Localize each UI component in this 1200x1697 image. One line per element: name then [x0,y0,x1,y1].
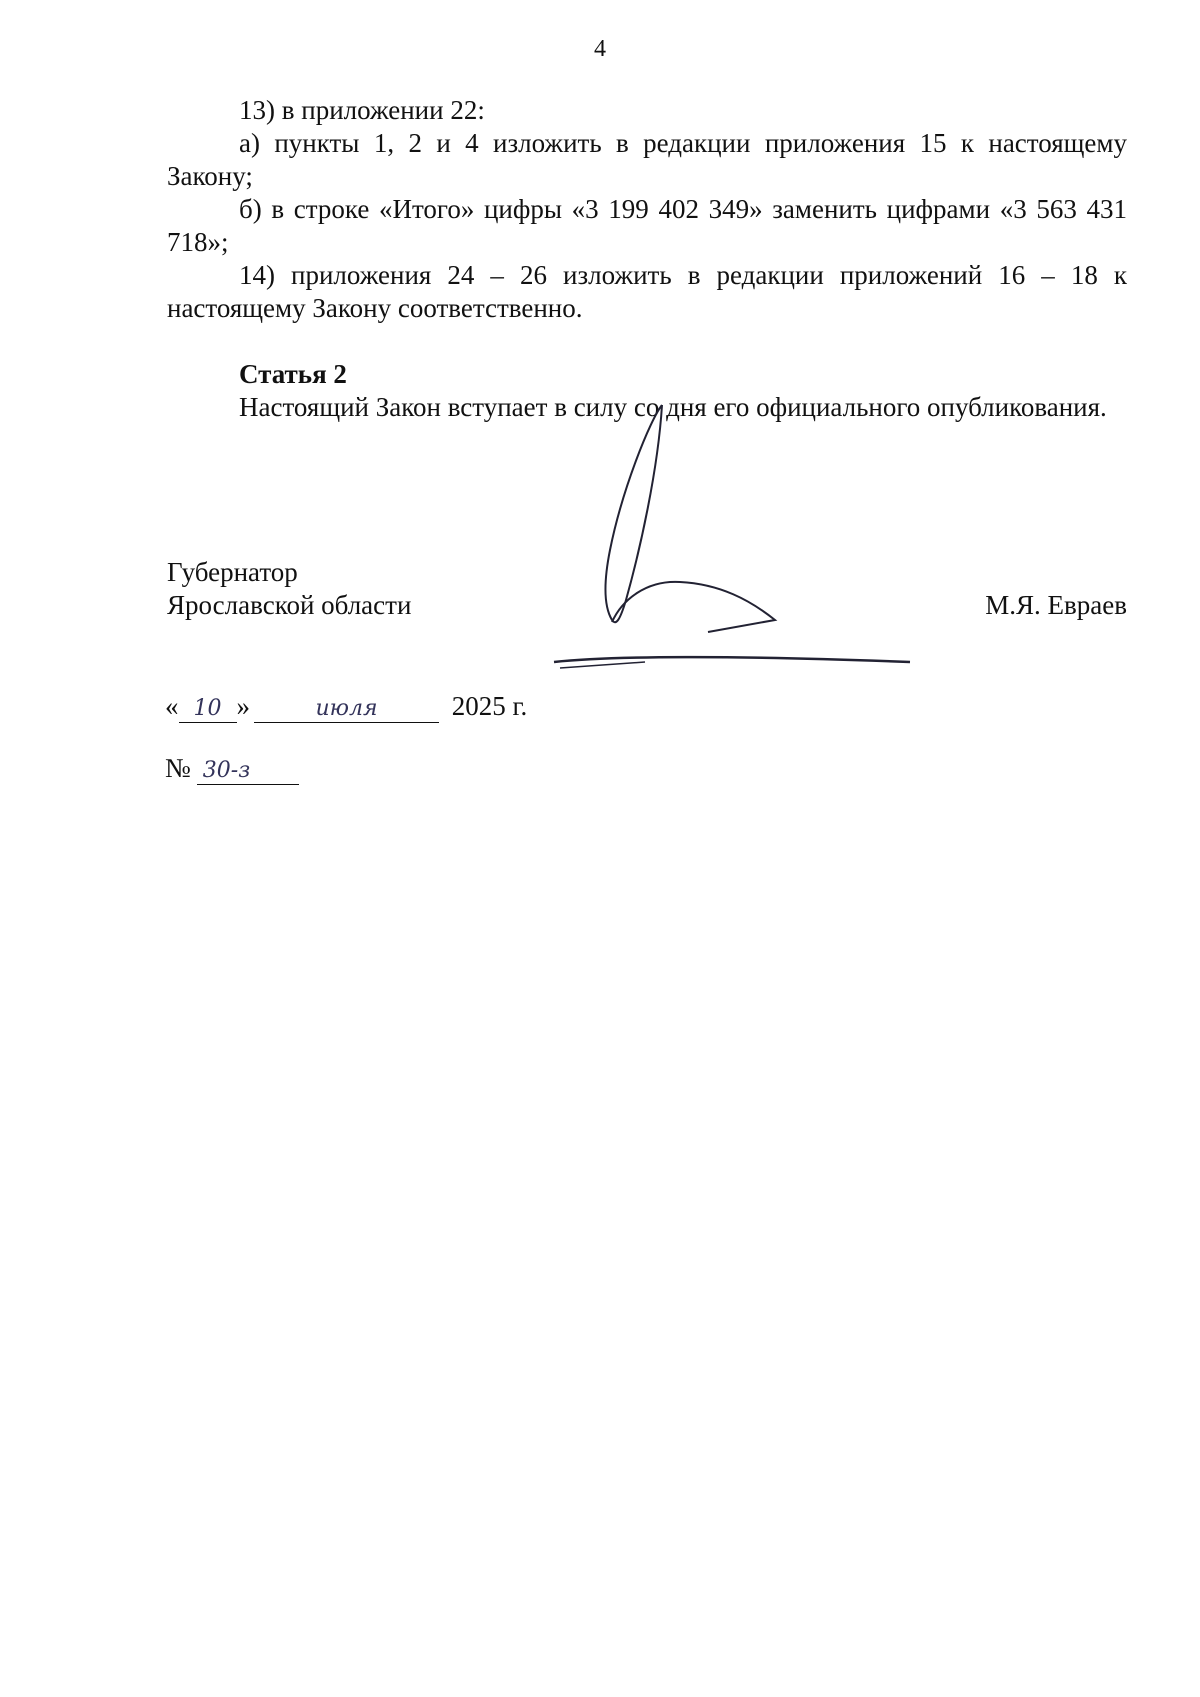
item-14: 14) приложения 24 – 26 изложить в редакции приложений 16 – 18 к настоящему Закону соответственно. [167,260,1127,323]
date-year: 2025 г. [451,691,528,721]
item-13-a: а) пункты 1, 2 и 4 изложить в редакции приложения 15 к настоящему Закону; [167,128,1127,191]
document-body [167,94,1127,424]
date-day: 10 [179,696,237,723]
article-title: Статья 2 [239,359,347,389]
number-value: 30-з [197,758,299,785]
position-line-1: Губернатор [167,557,298,587]
signing-date [165,690,527,723]
item-13: 13) в приложении 22: [239,95,485,125]
date-open-quote: « [165,691,179,721]
page-number: 4 [594,36,606,62]
handwritten-signature-icon [550,400,950,670]
position-line-2: Ярославской области [167,590,412,620]
item-13-b: б) в строке «Итого» цифры «3 199 402 349» заменить цифрами «3 563 431 718»; [167,194,1127,257]
article-text: Настоящий Закон вступает в силу со дня его официального опубликования. [239,392,1107,422]
date-close-quote: » [236,691,250,721]
number-sign: № [165,753,191,783]
law-number [165,752,299,785]
date-month: июля [254,696,439,723]
signatory-position [167,556,411,622]
signatory-name: М.Я. Евраев [985,590,1127,620]
